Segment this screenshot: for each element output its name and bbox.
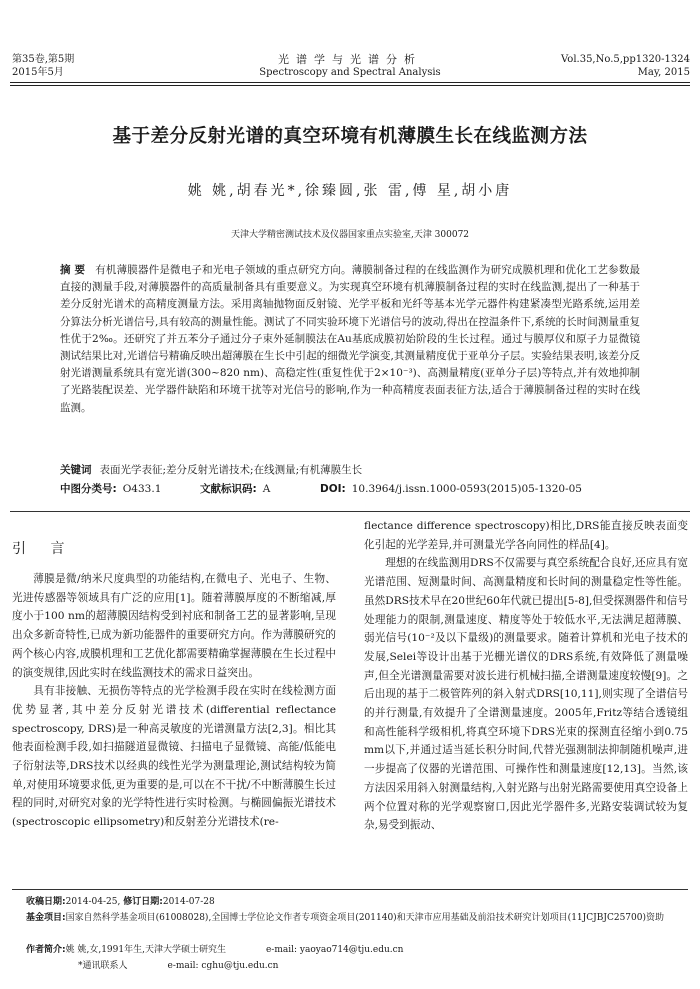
journal-pages-info xyxy=(561,53,690,79)
footnote-rule xyxy=(12,889,688,890)
header-rule xyxy=(10,82,690,83)
date-line: 2015年5月 xyxy=(12,67,64,78)
footnote-funding xyxy=(26,910,690,926)
journal-title-cn: 光谱学与光谱分析 xyxy=(278,53,422,66)
paper-title: 基于差分反射光谱的真空环境有机薄膜生长在线监测方法 xyxy=(112,126,588,147)
bio-value: 姚 姚,女,1991年生,天津大学硕士研究生 xyxy=(65,945,226,955)
abstract-label: 摘 要 xyxy=(60,264,86,276)
doc-code-label: 文献标识码: xyxy=(200,483,257,495)
revised-label: 修订日期: xyxy=(123,897,163,907)
doc-code-value: A xyxy=(262,483,271,495)
header-rule-thin xyxy=(10,85,690,86)
pages-line: Vol.35,No.5,pp1320-1324 xyxy=(561,54,690,65)
footnote-corresponding xyxy=(26,958,700,974)
abstract xyxy=(60,262,640,417)
received-label: 收稿日期: xyxy=(26,897,66,907)
classification-line xyxy=(60,481,640,498)
author-email: e-mail: yaoyao714@tju.edu.cn xyxy=(265,945,404,955)
body-paragraph: 具有非接触、无损伤等特点的光学检测手段在实时在线检测方面优势显著,其中差分反射光谱技术(differential reflectance spectroscopy, DRS)是一种高灵敏度的光谱测量方法[2,3]。相比其他表面检测手段,如扫描隧道显微镜、扫描电子显微镜、高能/低能电子衍射法等,DRS技术以经典的线性光学为测量理论,测试结构较为简单,对使用环境要求低,更为重要的是,可以在不干扰/不中断薄膜生长过程的同时,对研究对象的光学特性进行实时检测。与椭圆偏振光谱技术(spectroscopic ellipsometry)和反射差分光谱技术(re- xyxy=(12,685,336,829)
corresponding-email: e-mail: cghu@tju.edu.cn xyxy=(167,961,279,971)
section-divider xyxy=(10,511,690,512)
received-value: 2014-04-25, xyxy=(65,897,121,907)
bio-label: 作者简介: xyxy=(26,945,66,955)
affiliation: 天津大学精密测试技术及仪器国家重点实验室,天津 300072 xyxy=(230,230,470,240)
volume-line: 第35卷,第5期 xyxy=(12,54,75,65)
keywords-label: 关键词 xyxy=(60,464,92,476)
journal-title-en: Spectroscopy and Spectral Analysis xyxy=(259,67,441,78)
keywords xyxy=(60,462,640,479)
issue-date-line: May, 2015 xyxy=(637,67,690,78)
body-paragraph-continued: flectance difference spectroscopy)相比,DRS能直接反映表面变化引起的光学差异,并可测量光学各向同性的样品[4]。 xyxy=(364,520,688,551)
clc-value: O433.1 xyxy=(122,483,162,495)
author-list: 姚 姚,胡春光*,徐臻圆,张 雷,傅 星,胡小唐 xyxy=(187,183,513,199)
body-paragraph: 理想的在线监测用DRS不仅需要与真空系统配合良好,还应具有宽光谱范围、短测量时间、高测量精度和长时间的测量稳定性等性能。虽然DRS技术早在20世纪60年代就已提出[5-8],但受探测器件和信号处理能力的限制,测量速度、精度等处于较低水平,无法满足超薄膜、弱光信号(10⁻²及以下量级)的测量要求。随着计算机和光电子技术的发展,Selei等设计出基于光栅光谱仪的DRS系统,有效降低了测量噪声,但全光谱测量需要对波长进行机械扫描,全谱测量速度较慢[9]。之后出现的基于二极管阵列的斜入射式DRS[10,11],则实现了全谱信号的并行测量,有效提升了全谱测量速度。2005年,Fritz等结合透镜组和高性能科学级相机,将真空环境下DRS光束的探测直径缩小到0.75 mm以下,并通过适当延长积分时间,代替光强测制法抑制随机噪声,进一步提高了仪器的光谱范围、可操作性和测量速度[12,13]。当然,该方法因采用斜入射测量结构,入射光路与出射光路需要使用真空设备上两个位置对称的光学观察窗口,因此光学器件多,光路安装调试较为复杂,易受到振动、 xyxy=(364,557,688,832)
fund-label: 基金项目: xyxy=(26,913,66,923)
section-heading-introduction: 引 言 xyxy=(12,541,75,557)
body-paragraph: 薄膜是微/纳米尺度典型的功能结构,在微电子、光电子、生物、光进传感器等领域具有广泛的应用[1]。随着薄膜厚度的不断缩减,厚度小于100 nm的超薄膜因结构受到衬底和制备工艺的显著影响,呈现出众多新奇特性,已成为新功能器件的重要研究方向。作为薄膜研究的两个核心内容,成膜机理和工艺优化都需要精确掌握薄膜在生长过程中的演变规律,因此实时在线监测技术的需求日益突出。 xyxy=(12,573,336,679)
abstract-text: 有机薄膜器件是微电子和光电子领域的重点研究方向。薄膜制备过程的在线监测作为研究成膜机理和优化工艺参数最直接的测量手段,对薄膜器件的高质量制备具有重要意义。为实现真空环境有机薄膜制备过程的实时在线监测,提出了一种基于差分反射光谱术的高精度测量方法。采用离轴抛物面反射镜、光学平板和光纤等基本光学元器件构建紧凑型光路系统,运用差分算法分析光谱信号,具有较高的测量性能。测试了不同实验环境下光谱信号的波动,得出在控温条件下,系统的长时间测量重复性优于2‰。还研究了并五苯分子通过分子束外延制膜法在Au基底成膜初始阶段的生长过程。通过与膜厚仪和原子力显微镜测试结果比对,光谱信号精确反映出超薄膜在生长中引起的细微光学演变,其测量精度优于亚单分子层。实验结果表明,该差分反射光谱测量系统具有宽光谱(300~820 nm)、高稳定性(重复性优于2×10⁻³)、高测量精度(亚单分子层)等特点,并有效地抑制了光路装配误差、光学器件缺陷和环境干扰等对光信号的影响,作为一种高精度表面表征方法,适合于薄膜制备过程的实时在线监测。 xyxy=(60,264,641,414)
fund-value: 国家自然科学基金项目(61008028),全国博士学位论文作者专项资金项目(201140)和天津市应用基础及前沿技术研究计划项目(11JCJBJC25700)资助 xyxy=(65,913,664,923)
clc-label: 中图分类号: xyxy=(60,483,117,495)
keywords-text: 表面光学表征;差分反射光谱技术;在线测量;有机薄膜生长 xyxy=(99,464,363,476)
footnote-dates xyxy=(26,894,690,910)
doi-label: DOI: xyxy=(320,483,346,495)
body-column-right xyxy=(364,517,688,835)
revised-value: 2014-07-28 xyxy=(162,897,215,907)
footnote-author-bio xyxy=(26,942,690,958)
doi-value: 10.3964/j.issn.1000-0593(2015)05-1320-05 xyxy=(351,483,582,495)
corresponding-label: *通讯联系人 xyxy=(78,961,128,971)
body-column-left xyxy=(12,570,336,832)
